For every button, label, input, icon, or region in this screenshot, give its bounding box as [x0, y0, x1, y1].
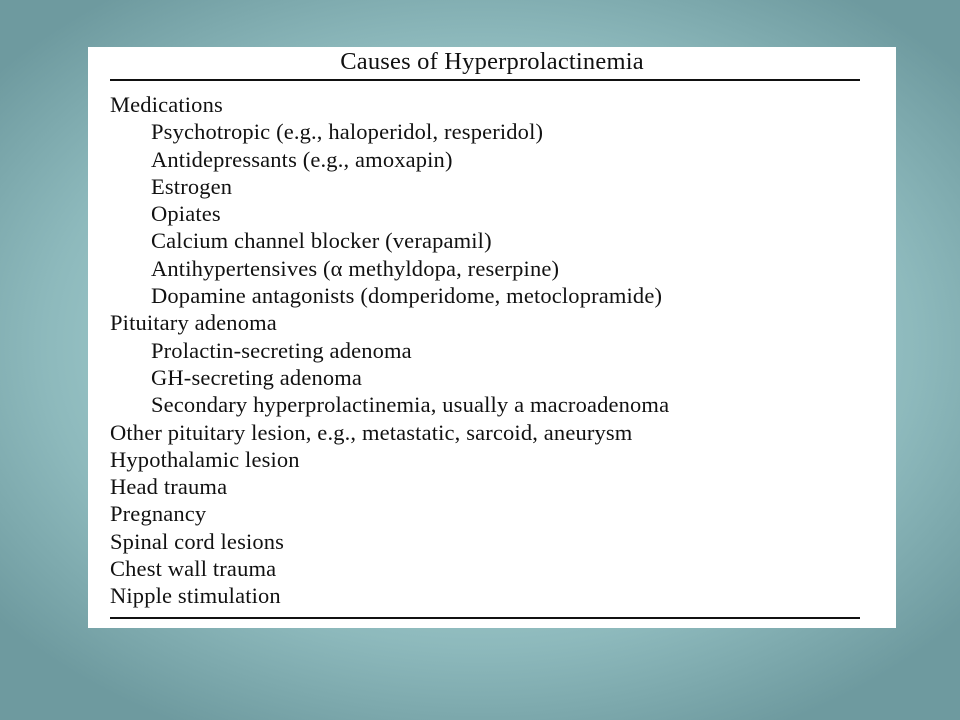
- list-item: GH-secreting adenoma: [151, 364, 363, 390]
- list-item: Opiates: [151, 201, 221, 227]
- list-item: Spinal cord lesions: [110, 528, 285, 554]
- table-card: [88, 47, 896, 628]
- causes-list: [110, 91, 669, 610]
- list-item: Head trauma: [110, 474, 228, 500]
- list-item: Psychotropic (e.g., haloperidol, resperidol): [151, 119, 544, 145]
- list-item: Nipple stimulation: [110, 583, 281, 609]
- list-item: Dopamine antagonists (domperidome, metoclopramide): [151, 283, 663, 309]
- list-item: Prolactin-secreting adenoma: [151, 337, 412, 363]
- list-item: Antidepressants (e.g., amoxapin): [151, 146, 453, 172]
- list-item: Chest wall trauma: [110, 556, 277, 582]
- list-item: Secondary hyperprolactinemia, usually a macroadenoma: [151, 392, 670, 418]
- list-item: Other pituitary lesion, e.g., metastatic, sarcoid, aneurysm: [110, 419, 633, 445]
- list-item: Estrogen: [151, 173, 233, 199]
- bottom-rule: [110, 617, 860, 619]
- list-item: Pregnancy: [110, 501, 207, 527]
- list-item: Antihypertensives (α methyldopa, reserpine): [151, 255, 560, 281]
- table-title: Causes of Hyperprolactinemia: [340, 48, 644, 75]
- top-rule: [110, 79, 860, 81]
- list-item: Hypothalamic lesion: [110, 446, 300, 472]
- list-item: Medications: [110, 92, 223, 117]
- list-item: Pituitary adenoma: [110, 310, 277, 336]
- list-item: Calcium channel blocker (verapamil): [151, 228, 492, 254]
